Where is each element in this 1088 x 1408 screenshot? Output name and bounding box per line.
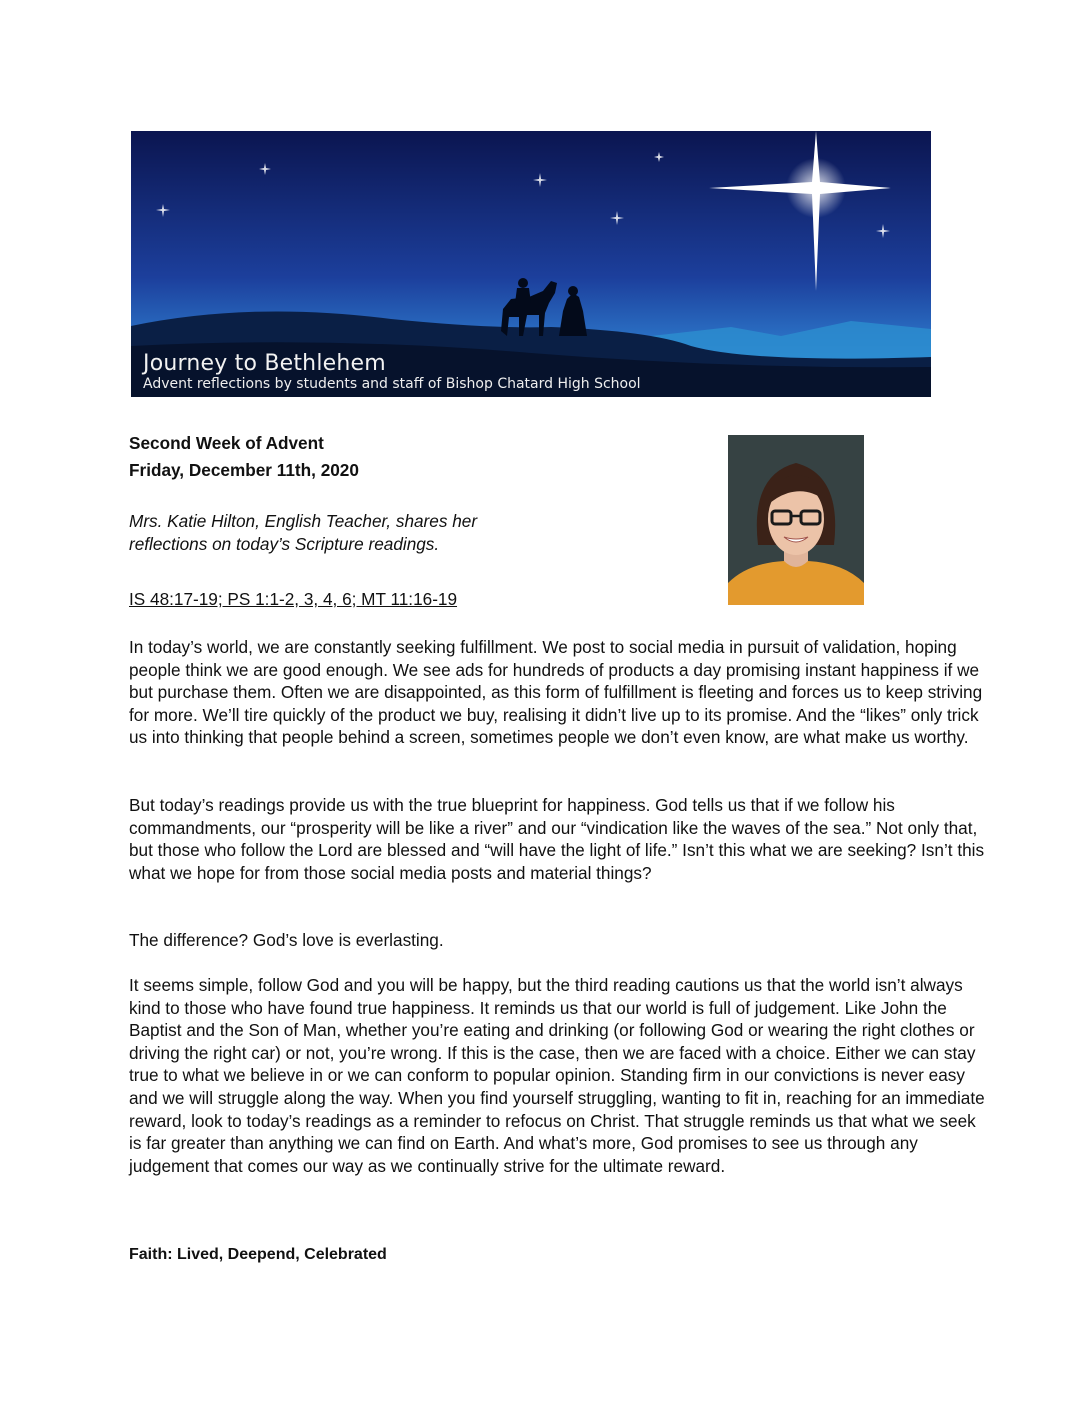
date-heading: Friday, December 11th, 2020 xyxy=(129,460,359,480)
author-photo xyxy=(728,435,864,605)
week-heading: Second Week of Advent xyxy=(129,433,324,453)
author-intro-line-2: reflections on today’s Scripture readings. xyxy=(129,533,440,554)
footer-motto: Faith: Lived, Deepend, Celebrated xyxy=(129,1246,387,1263)
body-paragraph: In today’s world, we are constantly seeking fulfillment. We post to social media in pursuit of validation, hoping people think we are good enough. We see ads for hundreds of products a day promising instant happiness if we but purchase them. Often we are disappointed, as this form of fulfillment is fleeting and forces us to keep striving for more. We’ll tire quickly of the product we buy, realising it didn’t live up to its promise. And the “likes” only trick us into thinking that people behind a screen, sometimes people we don’t even know, are what make us worthy. xyxy=(129,637,983,748)
scripture-readings: IS 48:17-19; PS 1:1-2, 3, 4, 6; MT 11:16-19 xyxy=(129,589,458,609)
body-paragraph: The difference? God’s love is everlasting. xyxy=(129,930,444,950)
banner-title: Journey to Bethlehem xyxy=(143,351,386,376)
body-paragraph: But today’s readings provide us with the true blueprint for happiness. God tells us that if we follow his commandments, our “prosperity will be like a river” and our “vindication like the waves of the sea.” Not only that, but those who follow the Lord are blessed and “will have the light of life.” Isn’t this what we are seeking? Isn’t this what we hope for from those social media posts and material things? xyxy=(129,795,985,883)
author-intro xyxy=(129,510,477,555)
author-intro-line-1: Mrs. Katie Hilton, English Teacher, shares her xyxy=(129,511,478,531)
banner-subtitle: Advent reflections by students and staff of Bishop Chatard High School xyxy=(143,376,641,392)
body-paragraph: It seems simple, follow God and you will be happy, but the third reading cautions us that the world isn’t always kind to those who have found true happiness. It reminds us that our world is full of judgement. Like John the Baptist and the Son of Man, whether you’re eating and drinking (or following God or wearing the right clothes or driving the right car) or not, you’re wrong. If this is the case, then we are faced with a choice. Either we can stay true to what we believe in or we can conform to popular opinion. Standing firm in our convictions is never easy and we will struggle along the way. When you find yourself struggling, wanting to fit in, reaching for an immediate reward, look to today’s readings as a reminder to refocus on Christ. That struggle reminds us that what we seek is far greater than anything we can find on Earth. And what’s more, God promises to see us through any judgement that comes our way as we continually strive for the ultimate reward. xyxy=(129,975,985,1176)
banner-image xyxy=(131,131,931,397)
portrait-image xyxy=(728,435,864,605)
